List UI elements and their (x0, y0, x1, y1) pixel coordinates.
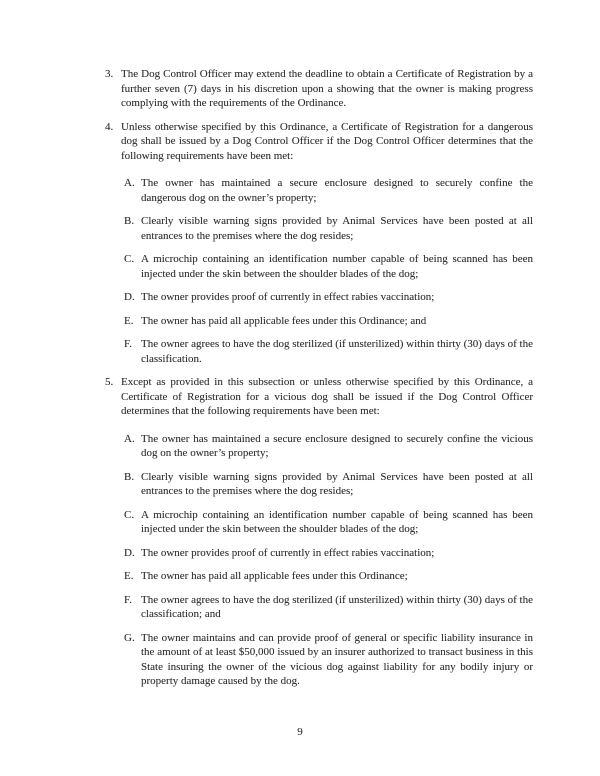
subitem-5f (124, 593, 533, 622)
subitem-5c (124, 508, 533, 537)
item-text: Unless otherwise specified by this Ordinance, a Certificate of Registration for a dangerous dog shall be issued by a Dog Control Officer if the Dog Control Officer determines that the following requirements have been met: (121, 120, 533, 162)
list-item-4 (105, 120, 533, 367)
subitem-4c (124, 252, 533, 281)
subitem-4b (124, 214, 533, 243)
ordinance-body (105, 67, 533, 689)
subitem-letter: F. (124, 593, 132, 606)
subitem-letter: G. (124, 631, 135, 644)
subitem-letter: A. (124, 177, 135, 189)
subitem-5d (124, 546, 533, 561)
page-number: 9 (297, 726, 303, 738)
subitem-4e (124, 314, 533, 329)
subitem-text: The owner has paid all applicable fees under this Ordinance; (141, 570, 408, 582)
item-text: The Dog Control Officer may extend the deadline to obtain a Certificate of Registration by a further seven (7) days in his discretion upon a showing that the owner is making progress complying with the requirements of the Ordinance. (121, 68, 533, 109)
subitem-letter: D. (124, 291, 135, 303)
subitem-letter: B. (124, 470, 135, 483)
subitem-text: The owner maintains and can provide proof of general or specific liability insurance in the amount of at least $50,000 issued by an insurer authorized to transact business in this State insuring the owner of the vicious dog against liability for any bodily injury or property damage caused by the dog. (141, 631, 533, 687)
subitem-text: The owner agrees to have the dog sterilized (if unsterilized) within thirty (30) days of the classification; and (141, 593, 533, 620)
subitem-text: The owner provides proof of currently in effect rabies vaccination; (141, 291, 435, 303)
subitem-5a (124, 432, 533, 461)
subitem-text: A microchip containing an identification number capable of being scanned has been injected under the skin between the shoulder blades of the dog; (141, 508, 533, 535)
subitem-text: The owner has paid all applicable fees under this Ordinance; and (141, 314, 427, 327)
subitem-letter: B. (124, 215, 135, 227)
list-item-5 (105, 375, 533, 689)
item-number: 5. (105, 376, 114, 388)
item-number: 4. (105, 120, 114, 133)
subitem-text: Clearly visible warning signs provided by Animal Services have been posted at all entrances to the premises where the dog resides; (141, 215, 533, 242)
item-number: 3. (105, 68, 114, 80)
subitem-4f (124, 337, 533, 366)
subitem-text: The owner has maintained a secure enclosure designed to securely confine the vicious dog on the owner’s property; (141, 432, 533, 459)
item-text: Except as provided in this subsection or unless otherwise specified by this Ordinance, a Certificate of Registration for a vicious dog shall be issued if the Dog Control Officer determines that the following requirements have been met: (121, 376, 533, 417)
subitem-letter: A. (124, 432, 135, 445)
subitem-5e (124, 569, 533, 584)
subitem-letter: C. (124, 253, 135, 265)
subitem-text: The owner has maintained a secure enclosure designed to securely confine the dangerous dog on the owner’s property; (141, 177, 533, 204)
sublist-4 (124, 176, 533, 366)
subitem-5b (124, 470, 533, 499)
subitem-letter: F. (124, 338, 132, 350)
subitem-4a (124, 176, 533, 205)
subitem-text: Clearly visible warning signs provided by Animal Services have been posted at all entrances to the premises where the dog resides; (141, 470, 533, 497)
list-item-3 (105, 67, 533, 111)
subitem-text: The owner provides proof of currently in effect rabies vaccination; (141, 546, 435, 559)
subitem-letter: E. (124, 314, 134, 327)
sublist-5 (124, 432, 533, 689)
subitem-letter: D. (124, 546, 135, 559)
subitem-5g (124, 631, 533, 689)
subitem-text: A microchip containing an identification number capable of being scanned has been injected under the skin between the shoulder blades of the dog; (141, 253, 533, 280)
subitem-4d (124, 290, 533, 305)
subitem-letter: E. (124, 570, 134, 582)
subitem-letter: C. (124, 508, 135, 521)
subitem-text: The owner agrees to have the dog sterilized (if unsterilized) within thirty (30) days of the classification. (141, 338, 533, 365)
